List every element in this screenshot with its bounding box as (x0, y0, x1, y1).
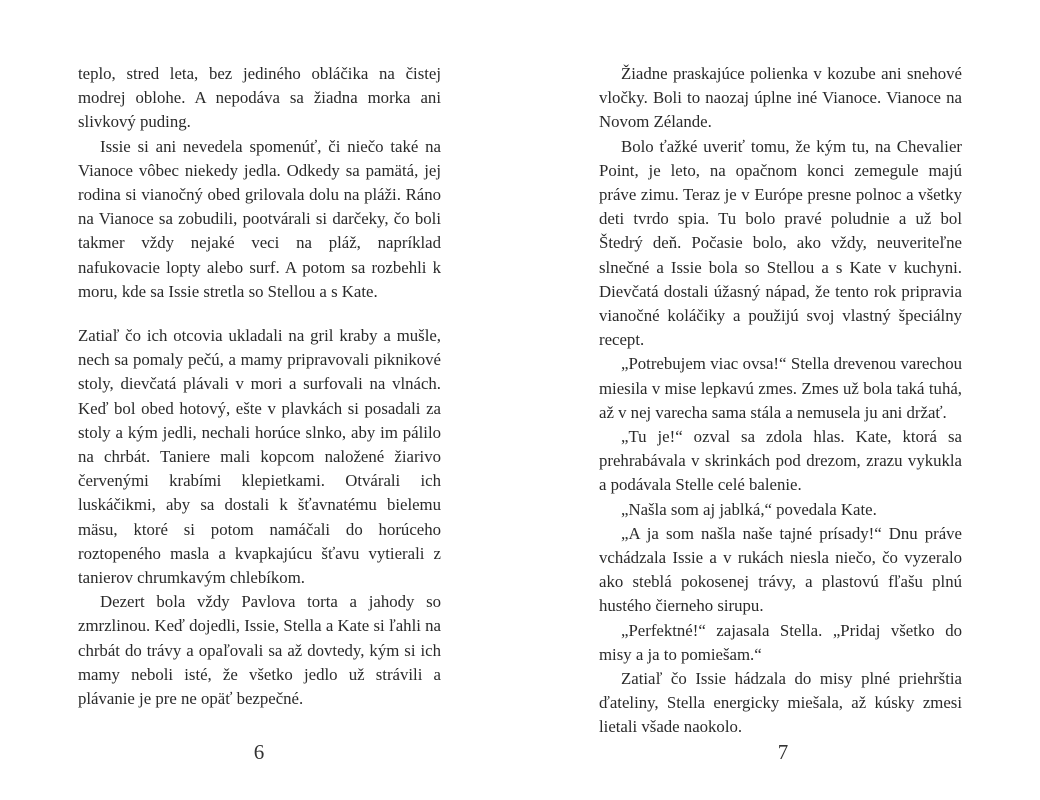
paragraph: „Potrebujem viac ovsa!“ Stella drevenou varechou miesila v mise lepkavú zmes. Zmes už bola taká tuhá, až v nej varecha sama stála a nemusela ju ani držať. (599, 354, 962, 422)
paragraph: Zatiaľ čo ich otcovia ukladali na gril kraby a mušle, nech sa pomaly pečú, a mamy pripravovali piknikové stoly, dievčatá plávali v mori a surfovali na vlnách. Keď bol obed hotový, ešte v plavkách si posadali za stoly a kým jedli, nechali horúce slnko, aby im pálilo na chrbát. Taniere mali kopcom naložené žiarivo červenými krabími klepietkami. Otvárali ich luskáčikmi, aby sa dostali k šťavnatému bielemu mäsu, ktoré si potom namáčali do horúceho roztopeného masla a kvapkajúcu šťavu vytierali z tanierov chrumkavým chlebíkom. (78, 326, 441, 588)
left-page-text (78, 62, 441, 711)
paragraph: Bolo ťažké uveriť tomu, že kým tu, na Chevalier Point, je leto, na opačnom konci zemegule majú práve zimu. Teraz je v Európe presne polnoc a všetky deti tvrdo spia. Tu bolo pravé poludnie a už bol Štedrý deň. Počasie bolo, ako vždy, neuveriteľne slnečné a Issie bola so Stellou a s Kate v kuchyni. Dievčatá dostali úžasný nápad, že tento rok pripravia vianočné koláčiky a použijú svoj vlastný špeciálny recept. (599, 136, 962, 350)
paragraph: „Našla som aj jablká,“ povedala Kate. (621, 499, 877, 519)
paragraph: teplo, stred leta, bez jediného obláčika na čistej modrej oblohe. A nepodáva sa žiadna morka ani slivkový puding. (78, 64, 441, 132)
paragraph: Issie si ani nevedela spomenúť, či niečo také na Vianoce vôbec niekedy jedla. Odkedy sa pamätá, jej rodina si vianočný obed grilovala dolu na pláži. Ráno na Vianoce sa zobudili, pootvárali si darčeky, čo boli takmer vždy nejaké veci na pláž, napríklad nafukovacie lopty alebo surf. A potom sa rozbehli k moru, kde sa Issie stretla so Stellou a s Kate. (78, 136, 441, 301)
right-page-text (599, 62, 962, 740)
page-number: 7 (777, 740, 789, 764)
right-page (520, 0, 1040, 800)
paragraph: „Tu je!“ ozval sa zdola hlas. Kate, ktorá sa prehrabávala v skrinkách pod drezom, zrazu vykukla a podávala Stelle celé balenie. (599, 427, 962, 495)
paragraph: „Perfektné!“ zajasala Stella. „Pridaj všetko do misy a ja to pomiešam.“ (599, 620, 962, 664)
paragraph: Zatiaľ čo Issie hádzala do misy plné priehrštia ďateliny, Stella energicky miešala, až kúsky zmesi lietali všade naokolo. (599, 669, 962, 737)
paragraph: Dezert bola vždy Pavlova torta a jahody so zmrzlinou. Keď dojedli, Issie, Stella a Kate si ľahli na chrbát do trávy a opaľovali sa až dovtedy, kým si ich mamy neboli isté, že všetko jedlo už strávili a plávanie je pre ne opäť bezpečné. (78, 592, 441, 709)
paragraph: Žiadne praskajúce polienka v kozube ani snehové vločky. Boli to naozaj úplne iné Vianoce. Vianoce na Novom Zélande. (599, 64, 962, 132)
paragraph: „A ja som našla naše tajné prísady!“ Dnu práve vchádzala Issie a v rukách niesla niečo, čo vyzeralo ako steblá pokosenej trávy, a plastovú fľašu plnú hustého čierneho sirupu. (599, 523, 962, 616)
page-number: 6 (253, 740, 265, 764)
